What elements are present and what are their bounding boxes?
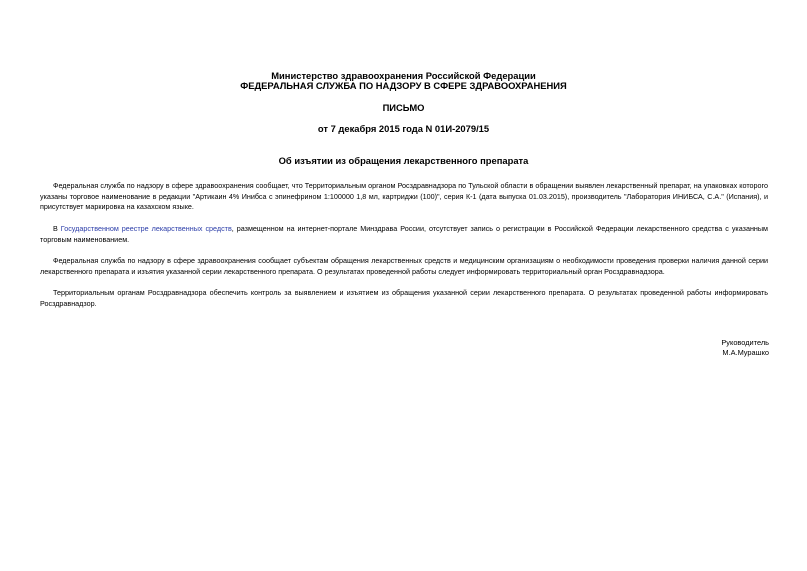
paragraph-2-rest: , размещенном на интернет-портале Минздрава России, отсутствует запись о регистрации в Российской Федерации лекарственного средства с указанным торговым наименованием. (40, 224, 768, 244)
signature-name: М.А.Мурашко (722, 348, 769, 357)
document-date-number: от 7 декабря 2015 года N 01И-2079/15 (317, 123, 490, 134)
paragraph-3: Федеральная служба по надзору в сфере здравоохранения сообщает субъектам обращения лекарственных средств и медицинским организациям о необходимости проведения проверки наличия данной серии лекарственного препарата и изъятия указанной серии лекарственного препарата. О результатах проведенной работы следует информировать территориальный орган Росздравнадзора. (40, 256, 768, 276)
paragraph-2-lead: В (53, 224, 61, 233)
state-register-link[interactable]: Государственном реестре лекарственных средств (60, 224, 232, 233)
paragraph-1: Федеральная служба по надзору в сфере здравоохранения сообщает, что Территориальным органом Росздравнадзора по Тульской области в обращении выявлен лекарственный препарат, на упаковках которого указаны торговое наименование в редакции "Артикаин 4% Инибса с эпинефрином 1:100000 1,8 мл, картриджи (100)", серия К-1 (дата выпуска 01.03.2015), производитель "Лаборатория ИНИБСА, С.А." (Испания), и присутствует маркировка на казахском языке. (40, 181, 768, 211)
document-subject: Об изъятии из обращения лекарственного препарата (278, 155, 529, 166)
paragraph-2 (40, 224, 768, 245)
document-type: ПИСЬМО (382, 102, 425, 113)
signature-title: Руководитель (721, 338, 769, 347)
service-name: ФЕДЕРАЛЬНАЯ СЛУЖБА ПО НАДЗОРУ В СФЕРЕ ЗДРАВООХРАНЕНИЯ (240, 80, 567, 91)
paragraph-4: Территориальным органам Росздравнадзора обеспечить контроль за выявлением и изъятием из обращения указанной серии лекарственного препарата. О результатах проведенной работы информировать Росздравнадзор. (40, 288, 768, 308)
ministry-name: Министерство здравоохранения Российской Федерации (271, 70, 536, 81)
